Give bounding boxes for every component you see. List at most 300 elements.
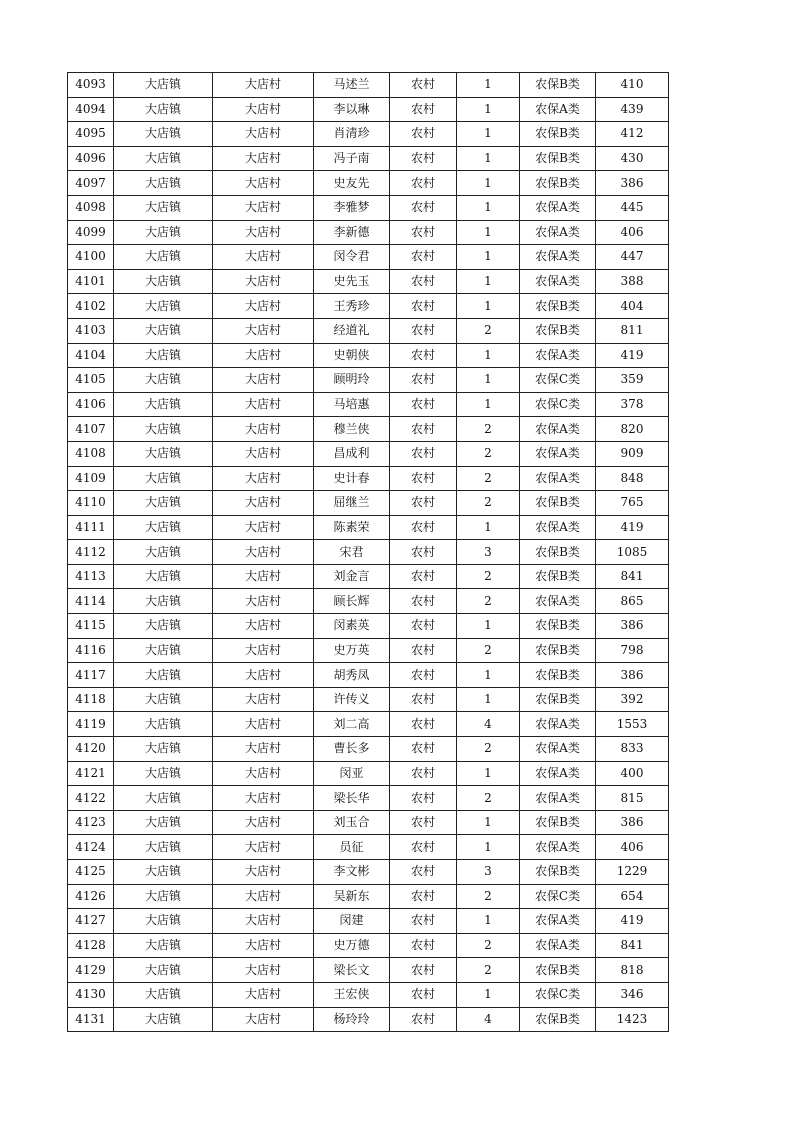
household-type-cell: 农村 <box>390 860 457 885</box>
row-number-cell: 4102 <box>68 294 114 319</box>
person-name-cell: 马述兰 <box>314 73 390 98</box>
person-name-cell: 肖清珍 <box>314 122 390 147</box>
town-cell: 大店镇 <box>114 441 213 466</box>
table-row <box>68 663 669 688</box>
row-number-cell: 4126 <box>68 884 114 909</box>
insurance-category-cell: 农保B类 <box>520 171 596 196</box>
row-number-cell: 4098 <box>68 195 114 220</box>
table-row <box>68 737 669 762</box>
insurance-category-cell: 农保A类 <box>520 417 596 442</box>
table-row <box>68 245 669 270</box>
village-cell: 大店村 <box>213 663 314 688</box>
member-count-cell: 1 <box>457 269 520 294</box>
person-name-cell: 宋君 <box>314 540 390 565</box>
town-cell: 大店镇 <box>114 761 213 786</box>
town-cell: 大店镇 <box>114 884 213 909</box>
member-count-cell: 1 <box>457 663 520 688</box>
village-cell: 大店村 <box>213 933 314 958</box>
person-name-cell: 李以琳 <box>314 97 390 122</box>
insurance-category-cell: 农保B类 <box>520 122 596 147</box>
table-row <box>68 860 669 885</box>
person-name-cell: 闵亚 <box>314 761 390 786</box>
household-type-cell: 农村 <box>390 515 457 540</box>
amount-cell: 909 <box>596 441 669 466</box>
household-type-cell: 农村 <box>390 417 457 442</box>
member-count-cell: 1 <box>457 614 520 639</box>
member-count-cell: 1 <box>457 171 520 196</box>
household-type-cell: 农村 <box>390 491 457 516</box>
town-cell: 大店镇 <box>114 73 213 98</box>
person-name-cell: 李新德 <box>314 220 390 245</box>
table-row <box>68 466 669 491</box>
member-count-cell: 1 <box>457 220 520 245</box>
table-row <box>68 712 669 737</box>
row-number-cell: 4113 <box>68 564 114 589</box>
insurance-category-cell: 农保A类 <box>520 737 596 762</box>
table-row <box>68 220 669 245</box>
row-number-cell: 4119 <box>68 712 114 737</box>
insurance-category-cell: 农保B类 <box>520 294 596 319</box>
town-cell: 大店镇 <box>114 269 213 294</box>
household-type-cell: 农村 <box>390 441 457 466</box>
table-row <box>68 687 669 712</box>
row-number-cell: 4131 <box>68 1007 114 1032</box>
amount-cell: 388 <box>596 269 669 294</box>
amount-cell: 419 <box>596 343 669 368</box>
table-row <box>68 933 669 958</box>
insurance-category-cell: 农保A类 <box>520 195 596 220</box>
amount-cell: 798 <box>596 638 669 663</box>
insurance-category-cell: 农保C类 <box>520 368 596 393</box>
household-type-cell: 农村 <box>390 220 457 245</box>
row-number-cell: 4128 <box>68 933 114 958</box>
amount-cell: 419 <box>596 515 669 540</box>
insurance-category-cell: 农保B类 <box>520 73 596 98</box>
village-cell: 大店村 <box>213 269 314 294</box>
row-number-cell: 4101 <box>68 269 114 294</box>
town-cell: 大店镇 <box>114 663 213 688</box>
household-type-cell: 农村 <box>390 73 457 98</box>
table-row <box>68 884 669 909</box>
person-name-cell: 史万德 <box>314 933 390 958</box>
amount-cell: 386 <box>596 663 669 688</box>
row-number-cell: 4130 <box>68 982 114 1007</box>
insurance-category-cell: 农保B类 <box>520 860 596 885</box>
member-count-cell: 1 <box>457 392 520 417</box>
person-name-cell: 顾明玲 <box>314 368 390 393</box>
member-count-cell: 2 <box>457 933 520 958</box>
row-number-cell: 4129 <box>68 958 114 983</box>
insurance-category-cell: 农保B类 <box>520 318 596 343</box>
village-cell: 大店村 <box>213 810 314 835</box>
town-cell: 大店镇 <box>114 958 213 983</box>
member-count-cell: 2 <box>457 491 520 516</box>
amount-cell: 818 <box>596 958 669 983</box>
amount-cell: 841 <box>596 933 669 958</box>
household-type-cell: 农村 <box>390 982 457 1007</box>
row-number-cell: 4123 <box>68 810 114 835</box>
member-count-cell: 1 <box>457 73 520 98</box>
household-type-cell: 农村 <box>390 564 457 589</box>
household-type-cell: 农村 <box>390 712 457 737</box>
person-name-cell: 顾长辉 <box>314 589 390 614</box>
amount-cell: 439 <box>596 97 669 122</box>
person-name-cell: 屈继兰 <box>314 491 390 516</box>
table-row <box>68 786 669 811</box>
town-cell: 大店镇 <box>114 982 213 1007</box>
town-cell: 大店镇 <box>114 515 213 540</box>
amount-cell: 386 <box>596 810 669 835</box>
amount-cell: 406 <box>596 220 669 245</box>
town-cell: 大店镇 <box>114 614 213 639</box>
member-count-cell: 2 <box>457 737 520 762</box>
person-name-cell: 李文彬 <box>314 860 390 885</box>
amount-cell: 815 <box>596 786 669 811</box>
insurance-category-cell: 农保B类 <box>520 958 596 983</box>
village-cell: 大店村 <box>213 294 314 319</box>
row-number-cell: 4107 <box>68 417 114 442</box>
insurance-category-cell: 农保C类 <box>520 392 596 417</box>
village-cell: 大店村 <box>213 515 314 540</box>
person-name-cell: 史万英 <box>314 638 390 663</box>
amount-cell: 865 <box>596 589 669 614</box>
household-type-cell: 农村 <box>390 589 457 614</box>
member-count-cell: 1 <box>457 97 520 122</box>
member-count-cell: 1 <box>457 761 520 786</box>
person-name-cell: 史先玉 <box>314 269 390 294</box>
person-name-cell: 闵建 <box>314 909 390 934</box>
insurance-category-cell: 农保C类 <box>520 884 596 909</box>
amount-cell: 848 <box>596 466 669 491</box>
member-count-cell: 2 <box>457 786 520 811</box>
village-cell: 大店村 <box>213 97 314 122</box>
household-type-cell: 农村 <box>390 146 457 171</box>
household-type-cell: 农村 <box>390 909 457 934</box>
household-type-cell: 农村 <box>390 466 457 491</box>
insurance-category-cell: 农保A类 <box>520 220 596 245</box>
village-cell: 大店村 <box>213 712 314 737</box>
amount-cell: 378 <box>596 392 669 417</box>
person-name-cell: 经道礼 <box>314 318 390 343</box>
village-cell: 大店村 <box>213 982 314 1007</box>
insurance-category-cell: 农保A类 <box>520 909 596 934</box>
person-name-cell: 史朝侠 <box>314 343 390 368</box>
person-name-cell: 穆兰侠 <box>314 417 390 442</box>
insurance-category-cell: 农保B类 <box>520 687 596 712</box>
table-row <box>68 589 669 614</box>
person-name-cell: 胡秀凤 <box>314 663 390 688</box>
village-cell: 大店村 <box>213 1007 314 1032</box>
member-count-cell: 1 <box>457 835 520 860</box>
person-name-cell: 曹长多 <box>314 737 390 762</box>
household-type-cell: 农村 <box>390 1007 457 1032</box>
row-number-cell: 4111 <box>68 515 114 540</box>
village-cell: 大店村 <box>213 441 314 466</box>
household-type-cell: 农村 <box>390 269 457 294</box>
amount-cell: 841 <box>596 564 669 589</box>
village-cell: 大店村 <box>213 786 314 811</box>
table-row <box>68 368 669 393</box>
member-count-cell: 1 <box>457 982 520 1007</box>
row-number-cell: 4104 <box>68 343 114 368</box>
insurance-category-cell: 农保A类 <box>520 466 596 491</box>
insurance-category-cell: 农保B类 <box>520 491 596 516</box>
village-cell: 大店村 <box>213 884 314 909</box>
person-name-cell: 梁长华 <box>314 786 390 811</box>
table-row <box>68 810 669 835</box>
insurance-category-cell: 农保A类 <box>520 786 596 811</box>
household-type-cell: 农村 <box>390 294 457 319</box>
person-name-cell: 李雅梦 <box>314 195 390 220</box>
household-type-cell: 农村 <box>390 392 457 417</box>
insurance-category-cell: 农保B类 <box>520 540 596 565</box>
row-number-cell: 4118 <box>68 687 114 712</box>
town-cell: 大店镇 <box>114 195 213 220</box>
row-number-cell: 4117 <box>68 663 114 688</box>
member-count-cell: 2 <box>457 638 520 663</box>
village-cell: 大店村 <box>213 417 314 442</box>
person-name-cell: 刘二高 <box>314 712 390 737</box>
member-count-cell: 3 <box>457 860 520 885</box>
row-number-cell: 4105 <box>68 368 114 393</box>
row-number-cell: 4122 <box>68 786 114 811</box>
amount-cell: 811 <box>596 318 669 343</box>
row-number-cell: 4099 <box>68 220 114 245</box>
village-cell: 大店村 <box>213 245 314 270</box>
household-type-cell: 农村 <box>390 786 457 811</box>
amount-cell: 654 <box>596 884 669 909</box>
insurance-category-cell: 农保A类 <box>520 515 596 540</box>
household-type-cell: 农村 <box>390 540 457 565</box>
person-name-cell: 史计春 <box>314 466 390 491</box>
village-cell: 大店村 <box>213 614 314 639</box>
member-count-cell: 1 <box>457 515 520 540</box>
village-cell: 大店村 <box>213 589 314 614</box>
amount-cell: 392 <box>596 687 669 712</box>
member-count-cell: 1 <box>457 146 520 171</box>
insurance-category-cell: 农保A类 <box>520 269 596 294</box>
insurance-category-cell: 农保B类 <box>520 146 596 171</box>
village-cell: 大店村 <box>213 687 314 712</box>
household-type-cell: 农村 <box>390 687 457 712</box>
amount-cell: 400 <box>596 761 669 786</box>
household-type-cell: 农村 <box>390 810 457 835</box>
row-number-cell: 4121 <box>68 761 114 786</box>
town-cell: 大店镇 <box>114 417 213 442</box>
member-count-cell: 1 <box>457 368 520 393</box>
member-count-cell: 1 <box>457 245 520 270</box>
row-number-cell: 4103 <box>68 318 114 343</box>
village-cell: 大店村 <box>213 835 314 860</box>
town-cell: 大店镇 <box>114 97 213 122</box>
village-cell: 大店村 <box>213 146 314 171</box>
town-cell: 大店镇 <box>114 786 213 811</box>
person-name-cell: 王宏侠 <box>314 982 390 1007</box>
member-count-cell: 4 <box>457 712 520 737</box>
row-number-cell: 4127 <box>68 909 114 934</box>
row-number-cell: 4097 <box>68 171 114 196</box>
town-cell: 大店镇 <box>114 564 213 589</box>
person-name-cell: 昌成利 <box>314 441 390 466</box>
insurance-category-cell: 农保A类 <box>520 245 596 270</box>
insurance-category-cell: 农保B类 <box>520 1007 596 1032</box>
insurance-category-cell: 农保A类 <box>520 589 596 614</box>
row-number-cell: 4094 <box>68 97 114 122</box>
member-count-cell: 1 <box>457 810 520 835</box>
member-count-cell: 2 <box>457 589 520 614</box>
village-cell: 大店村 <box>213 564 314 589</box>
table-row <box>68 761 669 786</box>
village-cell: 大店村 <box>213 220 314 245</box>
town-cell: 大店镇 <box>114 220 213 245</box>
table-row <box>68 982 669 1007</box>
household-type-cell: 农村 <box>390 245 457 270</box>
village-cell: 大店村 <box>213 368 314 393</box>
town-cell: 大店镇 <box>114 392 213 417</box>
insurance-category-cell: 农保B类 <box>520 663 596 688</box>
village-cell: 大店村 <box>213 122 314 147</box>
member-count-cell: 2 <box>457 417 520 442</box>
amount-cell: 410 <box>596 73 669 98</box>
member-count-cell: 1 <box>457 122 520 147</box>
table-row <box>68 614 669 639</box>
person-name-cell: 杨玲玲 <box>314 1007 390 1032</box>
household-type-cell: 农村 <box>390 97 457 122</box>
insurance-category-cell: 农保A类 <box>520 97 596 122</box>
insurance-category-cell: 农保B类 <box>520 638 596 663</box>
household-type-cell: 农村 <box>390 884 457 909</box>
village-cell: 大店村 <box>213 860 314 885</box>
table-row <box>68 417 669 442</box>
insurance-category-cell: 农保B类 <box>520 564 596 589</box>
table-row <box>68 515 669 540</box>
village-cell: 大店村 <box>213 343 314 368</box>
insurance-category-cell: 农保A类 <box>520 343 596 368</box>
town-cell: 大店镇 <box>114 294 213 319</box>
row-number-cell: 4100 <box>68 245 114 270</box>
town-cell: 大店镇 <box>114 589 213 614</box>
table-row <box>68 638 669 663</box>
member-count-cell: 2 <box>457 884 520 909</box>
insurance-category-cell: 农保A类 <box>520 712 596 737</box>
member-count-cell: 2 <box>457 958 520 983</box>
town-cell: 大店镇 <box>114 712 213 737</box>
table-row <box>68 343 669 368</box>
village-cell: 大店村 <box>213 195 314 220</box>
row-number-cell: 4125 <box>68 860 114 885</box>
row-number-cell: 4108 <box>68 441 114 466</box>
row-number-cell: 4095 <box>68 122 114 147</box>
row-number-cell: 4120 <box>68 737 114 762</box>
town-cell: 大店镇 <box>114 638 213 663</box>
table-row <box>68 97 669 122</box>
village-cell: 大店村 <box>213 958 314 983</box>
town-cell: 大店镇 <box>114 687 213 712</box>
household-type-cell: 农村 <box>390 761 457 786</box>
person-name-cell: 梁长文 <box>314 958 390 983</box>
table-row <box>68 146 669 171</box>
person-name-cell: 员征 <box>314 835 390 860</box>
row-number-cell: 4115 <box>68 614 114 639</box>
member-count-cell: 1 <box>457 343 520 368</box>
town-cell: 大店镇 <box>114 835 213 860</box>
town-cell: 大店镇 <box>114 540 213 565</box>
row-number-cell: 4093 <box>68 73 114 98</box>
row-number-cell: 4114 <box>68 589 114 614</box>
member-count-cell: 1 <box>457 687 520 712</box>
person-name-cell: 史友先 <box>314 171 390 196</box>
table-row <box>68 318 669 343</box>
town-cell: 大店镇 <box>114 491 213 516</box>
person-name-cell: 闵素英 <box>314 614 390 639</box>
table-row <box>68 909 669 934</box>
village-cell: 大店村 <box>213 761 314 786</box>
table-row <box>68 540 669 565</box>
amount-cell: 833 <box>596 737 669 762</box>
table-row <box>68 835 669 860</box>
village-cell: 大店村 <box>213 737 314 762</box>
row-number-cell: 4124 <box>68 835 114 860</box>
household-type-cell: 农村 <box>390 835 457 860</box>
town-cell: 大店镇 <box>114 343 213 368</box>
insurance-category-cell: 农保A类 <box>520 835 596 860</box>
person-name-cell: 冯子南 <box>314 146 390 171</box>
table-row <box>68 195 669 220</box>
town-cell: 大店镇 <box>114 146 213 171</box>
town-cell: 大店镇 <box>114 245 213 270</box>
row-number-cell: 4109 <box>68 466 114 491</box>
household-type-cell: 农村 <box>390 122 457 147</box>
person-name-cell: 马培惠 <box>314 392 390 417</box>
town-cell: 大店镇 <box>114 1007 213 1032</box>
member-count-cell: 2 <box>457 441 520 466</box>
member-count-cell: 2 <box>457 466 520 491</box>
amount-cell: 412 <box>596 122 669 147</box>
amount-cell: 419 <box>596 909 669 934</box>
row-number-cell: 4116 <box>68 638 114 663</box>
amount-cell: 820 <box>596 417 669 442</box>
household-type-cell: 农村 <box>390 614 457 639</box>
member-count-cell: 2 <box>457 318 520 343</box>
town-cell: 大店镇 <box>114 466 213 491</box>
table-row <box>68 392 669 417</box>
amount-cell: 765 <box>596 491 669 516</box>
household-type-cell: 农村 <box>390 958 457 983</box>
household-type-cell: 农村 <box>390 933 457 958</box>
amount-cell: 1085 <box>596 540 669 565</box>
person-name-cell: 陈素荣 <box>314 515 390 540</box>
table-row <box>68 564 669 589</box>
table-row <box>68 491 669 516</box>
village-cell: 大店村 <box>213 491 314 516</box>
town-cell: 大店镇 <box>114 737 213 762</box>
person-name-cell: 许传义 <box>314 687 390 712</box>
town-cell: 大店镇 <box>114 810 213 835</box>
table-row <box>68 269 669 294</box>
town-cell: 大店镇 <box>114 318 213 343</box>
insurance-category-cell: 农保A类 <box>520 761 596 786</box>
insurance-category-cell: 农保C类 <box>520 982 596 1007</box>
member-count-cell: 3 <box>457 540 520 565</box>
town-cell: 大店镇 <box>114 368 213 393</box>
town-cell: 大店镇 <box>114 171 213 196</box>
person-name-cell: 闵令君 <box>314 245 390 270</box>
village-cell: 大店村 <box>213 540 314 565</box>
member-count-cell: 1 <box>457 195 520 220</box>
table-row <box>68 73 669 98</box>
amount-cell: 1553 <box>596 712 669 737</box>
amount-cell: 406 <box>596 835 669 860</box>
